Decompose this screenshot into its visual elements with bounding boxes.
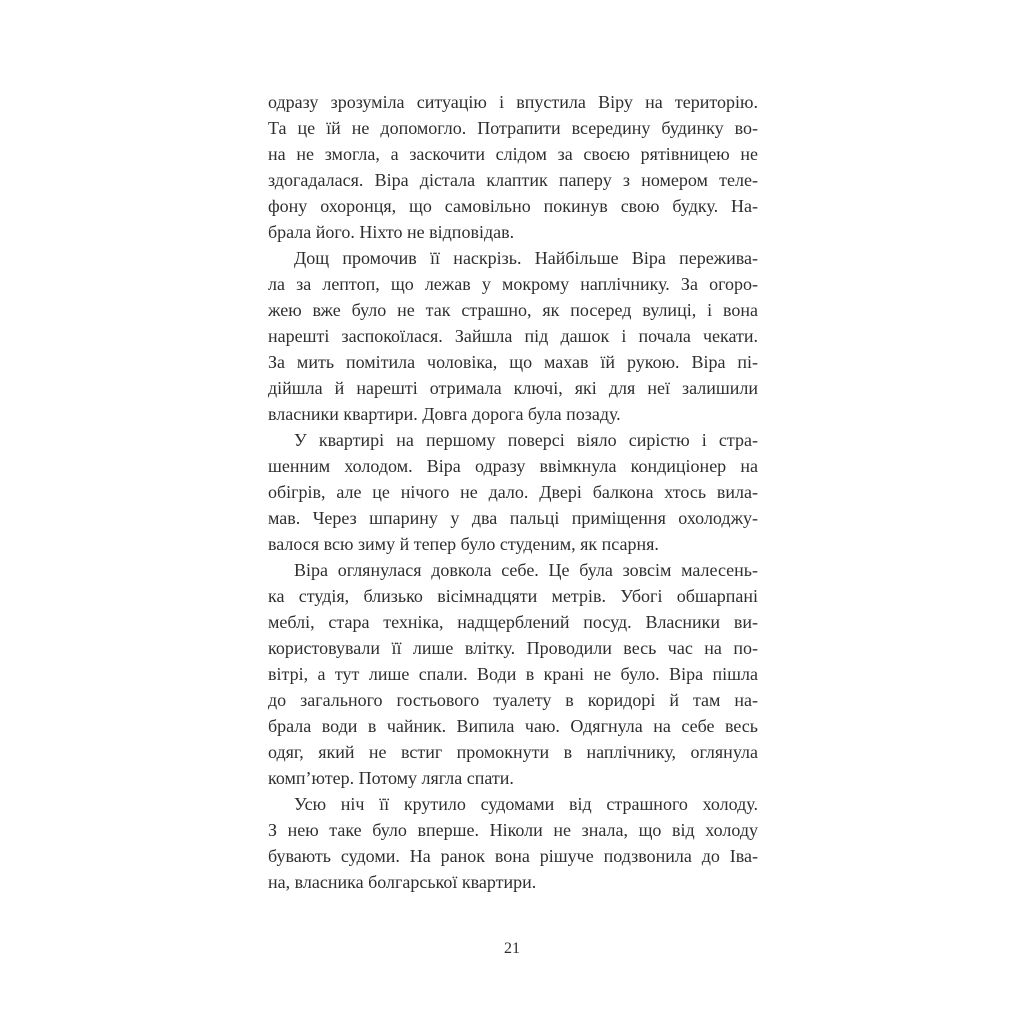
text-line: фону охоронця, що самовільно покинув свою будку. На- [268, 196, 758, 216]
text-line: власники квартири. Довга дорога була позаду. [268, 404, 621, 424]
text-line: до загального гостьового туалету в коридорі й там на- [268, 690, 758, 710]
paragraph [268, 245, 758, 427]
text-line: У квартирі на першому поверсі віяло сирістю і стра- [294, 430, 758, 450]
text-line: комп’ютер. Потому лягла спати. [268, 768, 514, 788]
text-line: ла за лептоп, що лежав у мокрому наплічнику. За огоро- [268, 274, 758, 294]
paragraph [268, 89, 758, 245]
text-line: Та це їй не допомогло. Потрапити всередину будинку во- [268, 118, 758, 138]
text-line: З нею таке було вперше. Ніколи не знала, що від холоду [268, 820, 758, 840]
text-line: Усю ніч її крутило судомами від страшного холоду. [294, 794, 758, 814]
text-line: користовували її лише влітку. Проводили весь час на по- [268, 638, 758, 658]
text-line: дійшла й нарешті отримала ключі, які для неї залишили [268, 378, 758, 398]
text-line: брала його. Ніхто не відповідав. [268, 222, 515, 242]
text-line: одразу зрозуміла ситуацію і впустила Віру на територію. [268, 92, 758, 112]
text-line: вітрі, а тут лише спали. Води в крані не було. Віра пішла [268, 664, 758, 684]
page-body-text [268, 89, 758, 895]
paragraph [268, 427, 758, 557]
text-line: здогадалася. Віра дістала клаптик паперу з номером теле- [268, 170, 758, 190]
text-line: ка студія, близько вісімнадцяти метрів. Убогі обшарпані [268, 586, 758, 606]
paragraph [268, 557, 758, 791]
text-line: валося всю зиму й тепер було студеним, як псарня. [268, 534, 659, 554]
page-number: 21 [504, 940, 520, 957]
text-line: брала води в чайник. Випила чаю. Одягнула на себе весь [268, 716, 758, 736]
text-line: на, власника болгарської квартири. [268, 872, 537, 892]
text-line: шенним холодом. Віра одразу ввімкнула кондиціонер на [268, 456, 758, 476]
text-line: бувають судоми. На ранок вона рішуче подзвонила до Іва- [268, 846, 758, 866]
text-line: нарешті заспокоїлася. Зайшла під дашок і почала чекати. [268, 326, 758, 346]
text-line: жею вже було не так страшно, як посеред вулиці, і вона [268, 300, 758, 320]
text-line: на не змогла, а заскочити слідом за своєю рятівницею не [268, 144, 758, 164]
text-line: мав. Через шпарину у два пальці приміщення охолоджу- [268, 508, 758, 528]
text-line: За мить помітила чоловіка, що махав їй рукою. Віра пі- [268, 352, 758, 372]
text-line: одяг, який не встиг промокнути в наплічнику, оглянула [268, 742, 758, 762]
text-line: меблі, стара техніка, надщерблений посуд. Власники ви- [268, 612, 758, 632]
text-line: Віра оглянулася довкола себе. Це була зовсім малесень- [294, 560, 758, 580]
paragraph [268, 791, 758, 895]
text-line: обігрів, але це нічого не дало. Двері балкона хтось вила- [268, 482, 758, 502]
text-line: Дощ промочив її наскрізь. Найбільше Віра пережива- [294, 248, 758, 268]
